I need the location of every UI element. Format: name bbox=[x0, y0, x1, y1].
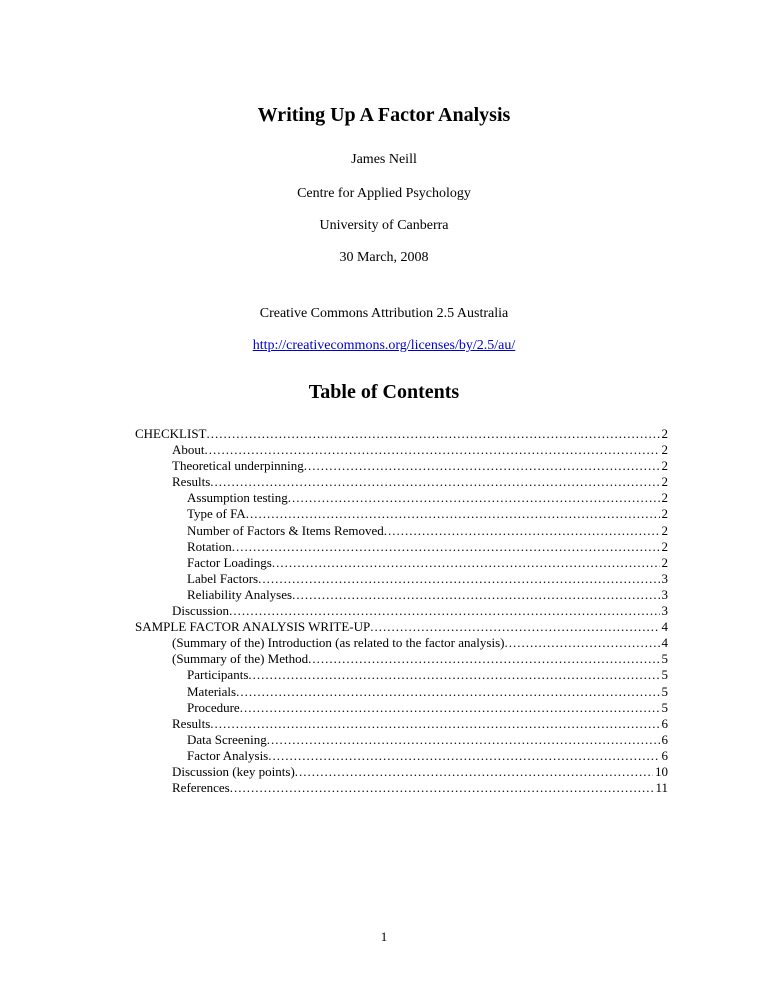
toc-leader-dots bbox=[248, 667, 659, 683]
toc-entry-page: 2 bbox=[661, 490, 668, 506]
toc-entry-label: CHECKLIST bbox=[135, 426, 207, 441]
toc-entry-page: 2 bbox=[661, 506, 668, 522]
toc-entry[interactable] bbox=[135, 571, 668, 587]
toc-entry-label: Factor Analysis bbox=[187, 747, 269, 763]
toc-entry-page: 2 bbox=[661, 538, 668, 554]
toc-entry-label: Materials bbox=[187, 683, 237, 699]
toc-leader-dots bbox=[207, 426, 660, 442]
toc-entry[interactable] bbox=[135, 506, 668, 522]
toc-entry-label: Reliability Analyses bbox=[187, 586, 293, 602]
toc-leader-dots bbox=[384, 523, 660, 539]
license-text: Creative Commons Attribution 2.5 Australia bbox=[259, 306, 509, 321]
toc-entry-label: Factor Loadings bbox=[187, 554, 272, 570]
toc-entry[interactable] bbox=[135, 603, 668, 619]
toc-entry[interactable] bbox=[135, 539, 668, 555]
toc-entry-page: 10 bbox=[655, 763, 668, 779]
toc-entry[interactable] bbox=[135, 684, 668, 700]
toc-entry-page: 3 bbox=[661, 570, 668, 586]
toc-leader-dots bbox=[288, 490, 660, 506]
toc-entry-page: 5 bbox=[661, 699, 668, 715]
document-title: Writing Up A Factor Analysis bbox=[257, 104, 511, 126]
toc-leader-dots bbox=[504, 635, 659, 651]
toc-entry-label: Theoretical underpinning bbox=[172, 458, 304, 474]
toc-entry-page: 2 bbox=[661, 426, 668, 441]
toc-entry-page: 6 bbox=[661, 731, 668, 747]
toc-entry[interactable] bbox=[135, 490, 668, 506]
toc-entry-page: 3 bbox=[661, 586, 668, 602]
toc-entry-label: Data Screening bbox=[187, 731, 267, 747]
toc-entry-label: References bbox=[172, 780, 230, 796]
toc-entry-label: SAMPLE FACTOR ANALYSIS WRITE-UP bbox=[135, 619, 371, 635]
toc-entry[interactable] bbox=[135, 523, 668, 539]
toc-entry[interactable] bbox=[135, 635, 668, 651]
toc-entry[interactable] bbox=[135, 764, 668, 780]
toc-leader-dots bbox=[272, 555, 660, 571]
toc-entry-page: 6 bbox=[661, 715, 668, 731]
toc-entry[interactable] bbox=[135, 732, 668, 748]
toc-entry[interactable] bbox=[135, 780, 668, 796]
toc-leader-dots bbox=[210, 716, 659, 732]
toc-entry[interactable] bbox=[135, 474, 668, 490]
toc-heading: Table of Contents bbox=[308, 381, 460, 403]
toc-entry-page: 5 bbox=[661, 667, 668, 683]
toc-entry[interactable] bbox=[135, 442, 668, 458]
toc-entry-page: 4 bbox=[661, 619, 668, 635]
toc-entry-page: 2 bbox=[661, 474, 668, 490]
toc-entry-label: Results bbox=[172, 715, 211, 731]
toc-leader-dots bbox=[292, 587, 659, 603]
toc-entry[interactable] bbox=[135, 619, 668, 635]
toc-entry-label: (Summary of the) Method bbox=[172, 651, 309, 667]
toc-leader-dots bbox=[268, 748, 659, 764]
toc-leader-dots bbox=[370, 619, 659, 635]
toc-entry[interactable] bbox=[135, 426, 668, 442]
toc-leader-dots bbox=[230, 780, 654, 796]
toc-entry-label: (Summary of the) Introduction (as related to the factor analysis) bbox=[172, 635, 505, 651]
toc-entry-label: About bbox=[172, 442, 205, 458]
toc-entry-label: Results bbox=[172, 474, 211, 490]
toc-entry[interactable] bbox=[135, 555, 668, 571]
toc-leader-dots bbox=[205, 442, 660, 458]
toc-leader-dots bbox=[246, 506, 660, 522]
toc-entry-page: 3 bbox=[661, 603, 668, 619]
toc-entry-page: 11 bbox=[655, 780, 668, 796]
toc-entry-label: Participants bbox=[187, 667, 249, 683]
toc-leader-dots bbox=[295, 764, 653, 780]
toc-leader-dots bbox=[308, 651, 659, 667]
toc-leader-dots bbox=[267, 732, 660, 748]
table-of-contents bbox=[135, 426, 668, 796]
toc-entry-label: Type of FA bbox=[187, 506, 246, 522]
toc-entry-label: Rotation bbox=[187, 538, 232, 554]
toc-entry-page: 5 bbox=[661, 651, 668, 667]
toc-entry-page: 4 bbox=[661, 635, 668, 651]
toc-entry-page: 2 bbox=[661, 522, 668, 538]
organization-name: Centre for Applied Psychology bbox=[297, 186, 471, 201]
toc-leader-dots bbox=[304, 458, 660, 474]
toc-entry-page: 2 bbox=[661, 554, 668, 570]
toc-leader-dots bbox=[210, 474, 659, 490]
university-name: University of Canberra bbox=[319, 218, 449, 233]
toc-entry[interactable] bbox=[135, 458, 668, 474]
author-name: James Neill bbox=[351, 152, 417, 167]
toc-entry-page: 5 bbox=[661, 683, 668, 699]
toc-entry[interactable] bbox=[135, 716, 668, 732]
license-link[interactable]: http://creativecommons.org/licenses/by/2.5/au/ bbox=[252, 338, 516, 353]
toc-entry[interactable] bbox=[135, 587, 668, 603]
toc-entry-page: 6 bbox=[661, 747, 668, 763]
toc-leader-dots bbox=[232, 539, 660, 555]
toc-leader-dots bbox=[229, 603, 659, 619]
toc-entry[interactable] bbox=[135, 651, 668, 667]
toc-entry-label: Assumption testing bbox=[187, 490, 288, 506]
document-date: 30 March, 2008 bbox=[339, 250, 429, 265]
toc-entry-label: Label Factors bbox=[187, 570, 259, 586]
toc-leader-dots bbox=[236, 684, 659, 700]
toc-leader-dots bbox=[258, 571, 659, 587]
toc-entry-page: 2 bbox=[661, 442, 668, 458]
toc-entry[interactable] bbox=[135, 700, 668, 716]
toc-entry-label: Number of Factors & Items Removed bbox=[187, 522, 384, 538]
toc-entry[interactable] bbox=[135, 667, 668, 683]
toc-entry-label: Discussion bbox=[172, 603, 230, 619]
page-number: 1 bbox=[380, 929, 388, 944]
toc-entry-label: Discussion (key points) bbox=[172, 763, 295, 779]
toc-entry-label: Procedure bbox=[187, 699, 240, 715]
toc-entry[interactable] bbox=[135, 748, 668, 764]
toc-leader-dots bbox=[240, 700, 660, 716]
toc-entry-page: 2 bbox=[661, 458, 668, 474]
